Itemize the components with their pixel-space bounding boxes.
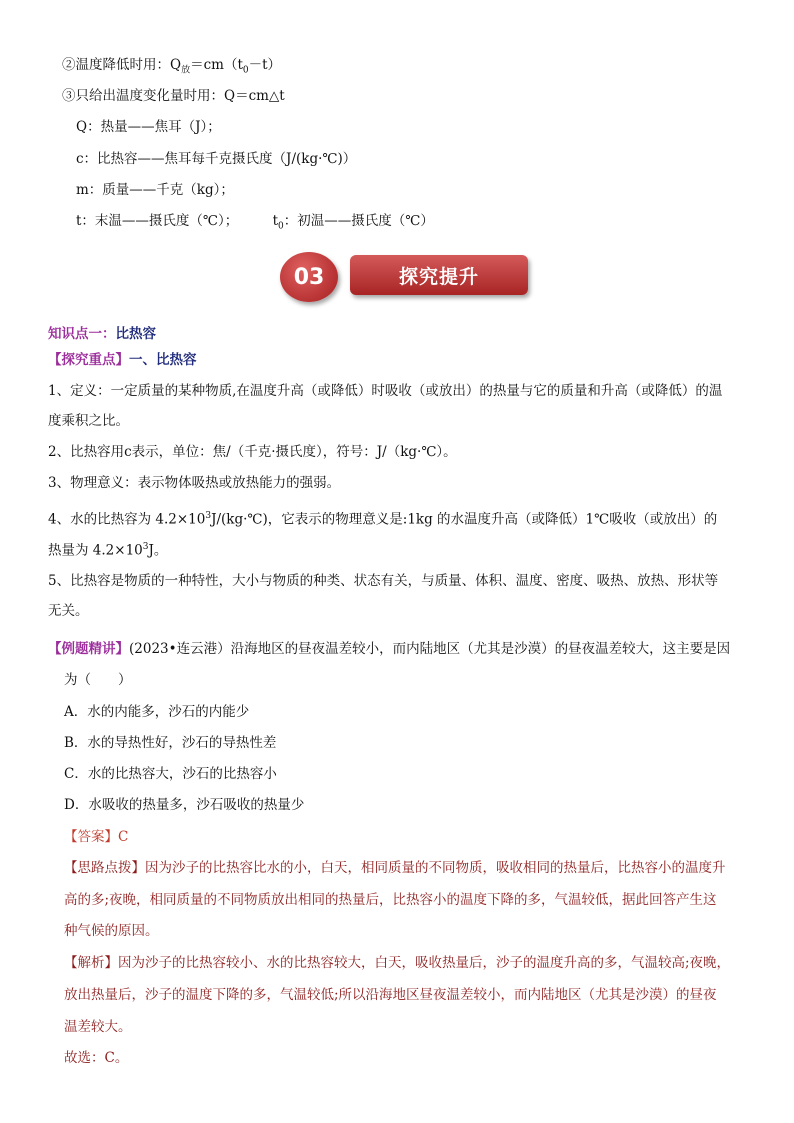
def-q: Q：热量——焦耳（J）； [76,119,221,135]
item-1-line-1: 1、定义：一定质量的某种物质,在温度升高（或降低）时吸收（或放出）的热量与它的质量和升高（或降低）的温 [48,383,723,399]
example-question-line-2: 为（ ） [64,672,132,688]
hint-line-3: 种气候的原因。 [64,923,159,939]
focus-label: 【探究重点】 [48,352,129,368]
def-m: m：质量——千克（kg）； [76,182,234,198]
formula-text: －t） [248,57,282,73]
item-4-line-2 [48,538,167,560]
example-question-line-1 [48,640,730,658]
def-t0 [272,213,434,232]
def-t0-subscript: 0 [278,221,284,232]
focus-heading [48,351,197,369]
analysis-label: 【解析】 [64,955,118,971]
item-4-text: J。 [148,542,168,559]
formula-subscript: 放 [181,65,191,76]
section-banner [280,252,530,302]
item-4-text: J/(kg·℃)，它表示的物理意义是:1kg 的水温度升高（或降低）1℃吸收（或放出）的 [211,511,718,528]
formula-temp-change: ③只给出温度变化量时用：Q＝cm△t [62,88,285,104]
option-c: C．水的比热容大，沙石的比热容小 [64,766,277,782]
item-5-line-2: 无关。 [48,603,89,619]
option-b: B．水的导热性好，沙石的导热性差 [64,735,277,751]
formula-temp-decrease [62,56,281,80]
formula-subscript: 0 [242,65,249,76]
item-4-text: 4、水的比热容为 4.2×10 [48,511,206,528]
def-t [76,212,434,236]
final-choice: 故选：C。 [64,1050,129,1066]
example-question-text: (2023•连云港）沿海地区的昼夜温差较小，而内陆地区（尤其是沙漠）的昼夜温差较大，这主要是因 [129,641,731,657]
analysis-line-1 [64,954,730,972]
def-t-text: t：末温——摄氏度（℃）； [76,213,239,229]
analysis-line-2: 放出热量后，沙子的温度下降的多，气温较低;所以沿海地区昼夜温差较小，而内陆地区（尤其是沙漠）的昼夜 [64,987,717,1003]
option-d: D．水吸收的热量多，沙石吸收的热量少 [64,797,305,813]
analysis-text: 因为沙子的比热容较小、水的比热容较大，白天，吸收热量后，沙子的温度升高的多，气温较高;夜晚， [118,955,731,971]
section-number: 03 [280,252,338,302]
focus-title: 一、比热容 [129,352,197,368]
answer: 【答案】C [64,829,129,845]
def-t0-text: ：初温——摄氏度（℃） [283,213,434,229]
def-c: c：比热容——焦耳每千克摄氏度（J/(kg·℃)） [76,151,357,167]
item-1-line-2: 度乘积之比。 [48,413,129,429]
option-a: A．水的内能多，沙石的内能少 [64,704,250,720]
section-title: 探究提升 [350,255,528,295]
hint-label: 【思路点拨】 [64,860,145,876]
analysis-line-3: 温差较大。 [64,1019,132,1035]
item-4-exponent: 3 [205,511,212,521]
def-t0-symbol: t [272,213,279,229]
item-5-line-1: 5、比热容是物质的一种特性，大小与物质的种类、状态有关，与质量、体积、温度、密度、吸热、放热、形状等 [48,573,719,589]
example-label: 【例题精讲】 [48,641,129,657]
item-4-exponent: 3 [142,542,149,552]
formula-text: ＝cm（t [190,57,243,73]
hint-line-1 [64,859,726,877]
item-2: 2、比热容用c表示，单位：焦/（千克·摄氏度），符号：J/（kg·℃）。 [48,444,457,460]
knowledge-point-title: 比热容 [115,326,156,342]
item-3: 3、物理意义：表示物体吸热或放热能力的强弱。 [48,475,341,491]
knowledge-point-label: 知识点一： [48,326,116,342]
hint-text: 因为沙子的比热容比水的小，白天，相同质量的不同物质，吸收相同的热量后，比热容小的温度升 [145,860,726,876]
item-4-line-1 [48,507,717,529]
formula-text: ②温度降低时用：Q [62,57,182,73]
knowledge-point-heading [48,325,156,343]
hint-line-2: 高的多;夜晚，相同质量的不同物质放出相同的热量后，比热容小的温度下降的多，气温较低，据此回答产生这 [64,892,717,908]
item-4-text: 热量为 4.2×10 [48,542,143,559]
